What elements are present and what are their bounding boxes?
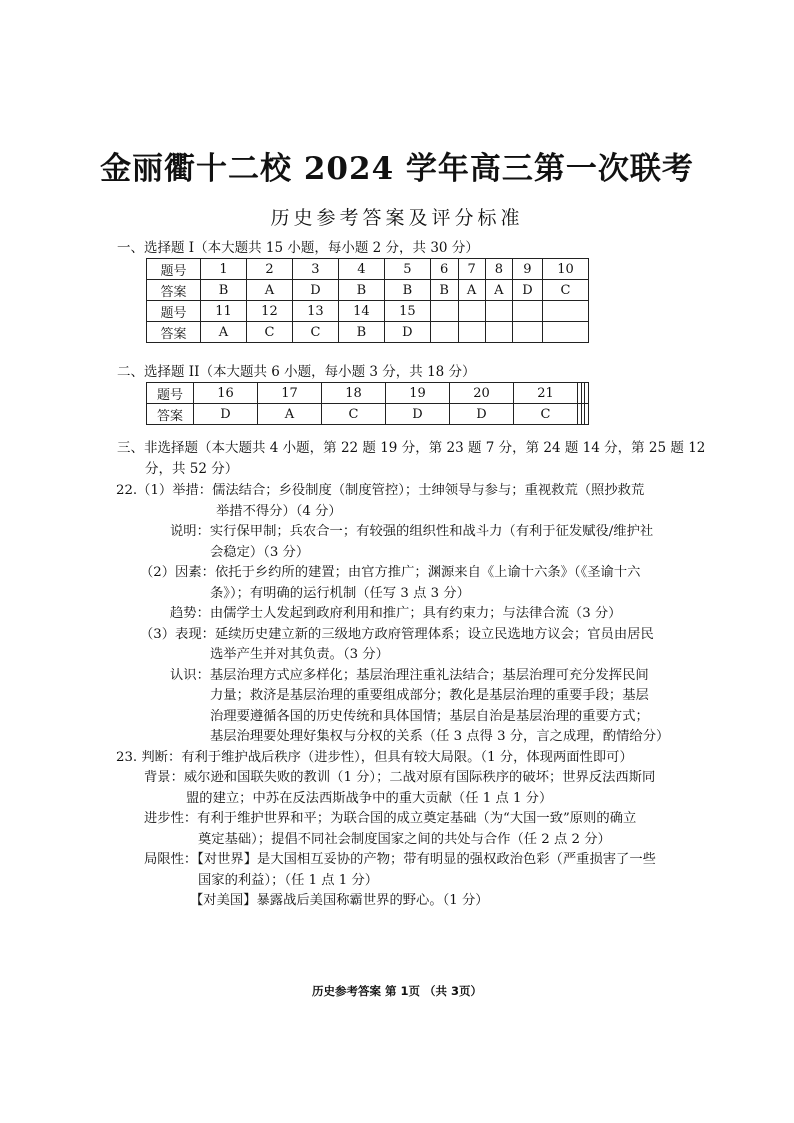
q22-line: （3）表现：延续历史建立新的三级地方政府管理体系；设立民选地方议会；官员由居民 [140,626,654,642]
table-cell: 11 [201,301,247,322]
table-cell: C [322,404,386,425]
table-cell: 6 [430,259,458,280]
section3-heading-line2: 分，共 52 分） [145,461,239,477]
q23-line: 背景：威尔逊和国联失败的教训（1 分）；二战对原有国际秩序的破坏；世界反法西斯同 [144,770,656,785]
page-footer: 历史参考答案 第 1页 （共 3页） [311,984,483,998]
table-cell [485,322,512,343]
table-cell: B [201,280,247,301]
table-cell: D [194,404,258,425]
q23-line: 进步性：有利于维护世界和平；为联合国的成立奠定基础（为“大国一致”原则的确立 [144,811,637,826]
table-cell [585,383,589,404]
table-cell: D [512,280,542,301]
table-cell: 19 [386,383,450,404]
q22-line: 趋势：由儒学士人发起到政府利用和推广；具有约束力；与法律合流（3 分） [170,606,622,621]
table-cell [512,322,542,343]
row-label: 答案 [147,404,194,425]
table-cell: D [386,404,450,425]
table-cell: 12 [246,301,292,322]
row-label: 答案 [147,280,201,301]
section3-heading-line1: 三、非选择题（本大题共 4 小题，第 22 题 19 分，第 23 题 7 分，第 24 题 14 分，第 25 题 12 [117,440,706,456]
table-cell: 15 [384,301,430,322]
table-cell: 4 [338,259,384,280]
table-cell: 7 [458,259,485,280]
table-cell: 3 [292,259,338,280]
table-cell [512,301,542,322]
table-cell [485,301,512,322]
table-cell: D [450,404,514,425]
table-row [147,383,589,404]
q22-line: 举措不得分）（4 分） [216,503,342,519]
row-label: 题号 [147,301,201,322]
table-cell: A [258,404,322,425]
table-cell: B [338,322,384,343]
table-cell: B [430,280,458,301]
q22-line: 治理要遵循各国的历史传统和具体国情；基层自治是基层治理的重要方式； [210,708,649,724]
q22-line: 条》）；有明确的运行机制（任写 3 点 3 分） [210,585,470,601]
q22-line: 说明：实行保甲制；兵农合一；有较强的组织性和战斗力（有利于征发赋役/维护社 [170,524,654,539]
table-cell: 10 [542,259,588,280]
table-cell [542,322,588,343]
table-cell: 20 [450,383,514,404]
q22-line: 选举产生并对其负责。（3 分） [210,647,389,662]
table-cell: D [292,280,338,301]
table-cell: A [458,280,485,301]
table-cell: 13 [292,301,338,322]
section1-answer-table [146,258,589,343]
table-cell: C [246,322,292,343]
q23-line: 盟的建立；中苏在反法西斯战争中的重大贡献（任 1 点 1 分） [186,790,553,806]
table-row [147,322,589,343]
table-cell: 1 [201,259,247,280]
q22-line: 会稳定）（3 分） [210,544,310,560]
table-row [147,301,589,322]
page-subtitle: 历史参考答案及评分标准 [270,207,524,229]
table-cell: A [246,280,292,301]
table-cell [458,322,485,343]
table-cell: C [514,404,578,425]
table-cell: D [384,322,430,343]
table-cell: C [542,280,588,301]
table-cell: 2 [246,259,292,280]
q22-line: 力量；救济是基层治理的重要组成部分；教化是基层治理的重要手段；基层 [210,688,649,703]
table-cell [430,301,458,322]
table-cell [430,322,458,343]
table-cell: B [338,280,384,301]
q22-line: 基层治理要处理好集权与分权的关系（任 3 点得 3 分，言之成理，酌情给分） [210,729,670,744]
table-row [147,259,589,280]
q23-line: 奠定基础）；提倡不同社会制度国家之间的共处与合作（任 2 点 2 分） [198,831,611,847]
q22-line: （2）因素：依托于乡约所的建置；由官方推广；渊源来自《上谕十六条》（《圣谕十六 [140,565,641,580]
q22-line: 22.（1）举措：儒法结合；乡役制度（制度管控）；士绅领导与参与；重视救荒（照抄救荒 [116,483,645,498]
table-cell: 9 [512,259,542,280]
table-cell: 5 [384,259,430,280]
table-cell: 16 [194,383,258,404]
table-cell [585,404,589,425]
row-label: 题号 [147,259,201,280]
table-cell: 17 [258,383,322,404]
table-cell: B [384,280,430,301]
row-label: 答案 [147,322,201,343]
q23-line: 23. 判断：有利于维护战后秩序（进步性），但具有较大局限。（1 分，体现两面性即可） [116,749,633,765]
table-cell [542,301,588,322]
table-cell [458,301,485,322]
answer-body [116,481,686,912]
section1-heading: 一、选择题 I（本大题共 15 小题，每小题 2 分，共 30 分） [117,240,479,256]
table-row [147,280,589,301]
table-cell: C [292,322,338,343]
q23-line: 【对美国】暴露战后美国称霸世界的野心。（1 分） [190,893,489,908]
section2-heading: 二、选择题 II（本大题共 6 小题，每小题 3 分，共 18 分） [117,364,476,380]
table-cell: 8 [485,259,512,280]
q23-line: 局限性：【对世界】是大国相互妥协的产物；带有明显的强权政治色彩（严重损害了一些 [144,852,656,867]
table-cell: 18 [322,383,386,404]
table-cell: 21 [514,383,578,404]
q23-line: 国家的利益）；（任 1 点 1 分） [198,872,379,888]
row-label: 题号 [147,383,194,404]
table-cell: A [485,280,512,301]
table-cell: 14 [338,301,384,322]
q22-line: 认识：基层治理方式应多样化；基层治理注重礼法结合；基层治理可充分发挥民间 [170,667,649,683]
table-cell: A [201,322,247,343]
table-row [147,404,589,425]
section2-answer-table [146,382,589,425]
page-title: 金丽衢十二校 2024 学年高三第一次联考 [100,151,694,187]
